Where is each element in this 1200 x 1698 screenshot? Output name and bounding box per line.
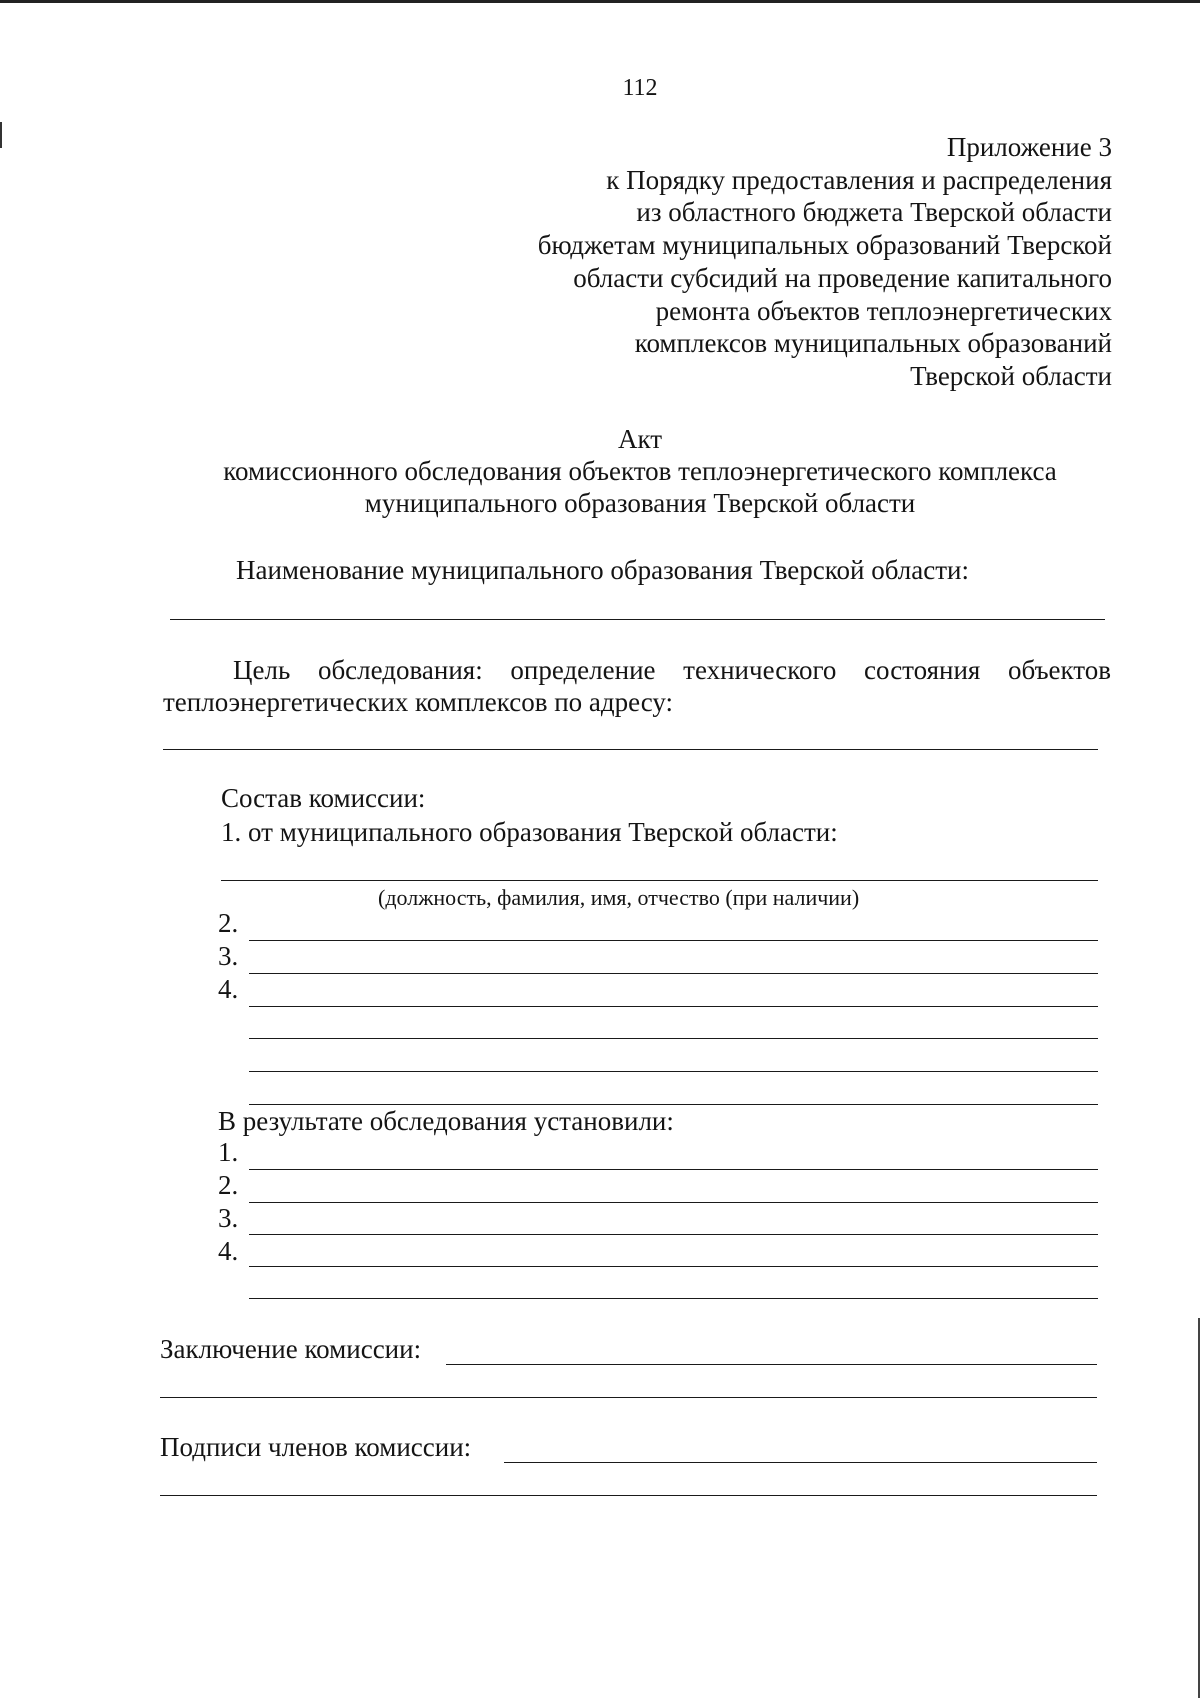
municipality-label: Наименование муниципального образования Тверской области: (236, 555, 969, 585)
conclusion-label: Заключение комиссии: (160, 1334, 422, 1364)
commission-extra-line[interactable] (249, 1071, 1098, 1072)
results-heading: В результате обследования установили: (218, 1106, 674, 1136)
commission-item-1: 1. от муниципального образования Тверской области: (221, 817, 838, 847)
commission-number-4: 4. (218, 974, 239, 1004)
commission-member-3-line[interactable] (249, 973, 1098, 974)
commission-number-2: 2. (218, 908, 239, 938)
result-4-line[interactable] (249, 1266, 1098, 1267)
appendix-line: комплексов муниципальных образований (634, 328, 1112, 359)
scan-mark-left (0, 122, 2, 148)
result-number-4: 4. (218, 1236, 239, 1266)
commission-member-1-line[interactable] (221, 880, 1098, 881)
commission-member-4-line[interactable] (249, 1006, 1098, 1007)
scan-edge-top (0, 0, 1200, 3)
commission-extra-line[interactable] (249, 1038, 1098, 1039)
result-number-3: 3. (218, 1203, 239, 1233)
appendix-line: области субсидий на проведение капитального (573, 262, 1112, 293)
appendix-line: к Порядку предоставления и распределения (606, 164, 1112, 195)
survey-purpose (163, 654, 1111, 718)
commission-number-3: 3. (218, 941, 239, 971)
result-2-line[interactable] (249, 1202, 1098, 1203)
appendix-line: Приложение 3 (946, 132, 1112, 162)
address-field-line[interactable] (163, 749, 1098, 750)
municipality-field-line[interactable] (170, 619, 1105, 620)
result-1-line[interactable] (249, 1169, 1098, 1170)
appendix-header (538, 131, 1112, 393)
title-heading: Акт (617, 424, 663, 454)
appendix-line: ремонта объектов теплоэнергетических (655, 295, 1112, 326)
commission-member-2-line[interactable] (249, 940, 1098, 941)
appendix-line: бюджетам муниципальных образований Тверской (537, 230, 1112, 261)
signatures-field-line[interactable] (504, 1462, 1097, 1463)
result-number-1: 1. (218, 1137, 239, 1167)
conclusion-field-line-2[interactable] (160, 1397, 1097, 1398)
signatures-label: Подписи членов комиссии: (160, 1432, 472, 1462)
result-3-line[interactable] (249, 1234, 1098, 1235)
result-number-2: 2. (218, 1170, 239, 1200)
title-line-2: муниципального образования Тверской области (364, 488, 916, 518)
purpose-line-1: Цель обследования: определение технического состояния объектов (233, 655, 1111, 685)
appendix-line: Тверской области (910, 360, 1112, 391)
appendix-line: из областного бюджета Тверской области (636, 197, 1112, 228)
commission-heading: Состав комиссии: (221, 783, 426, 813)
document-title (0, 423, 1200, 519)
purpose-line-2: теплоэнергетических комплексов по адресу: (163, 687, 674, 717)
signatures-field-line-2[interactable] (160, 1495, 1097, 1496)
title-line-1: комиссионного обследования объектов теплоэнергетического комплекса (223, 456, 1057, 486)
member-field-caption: (должность, фамилия, имя, отчество (при наличии) (378, 885, 860, 910)
result-extra-line[interactable] (249, 1298, 1098, 1299)
conclusion-field-line[interactable] (446, 1364, 1097, 1365)
page-number: 112 (622, 75, 658, 101)
